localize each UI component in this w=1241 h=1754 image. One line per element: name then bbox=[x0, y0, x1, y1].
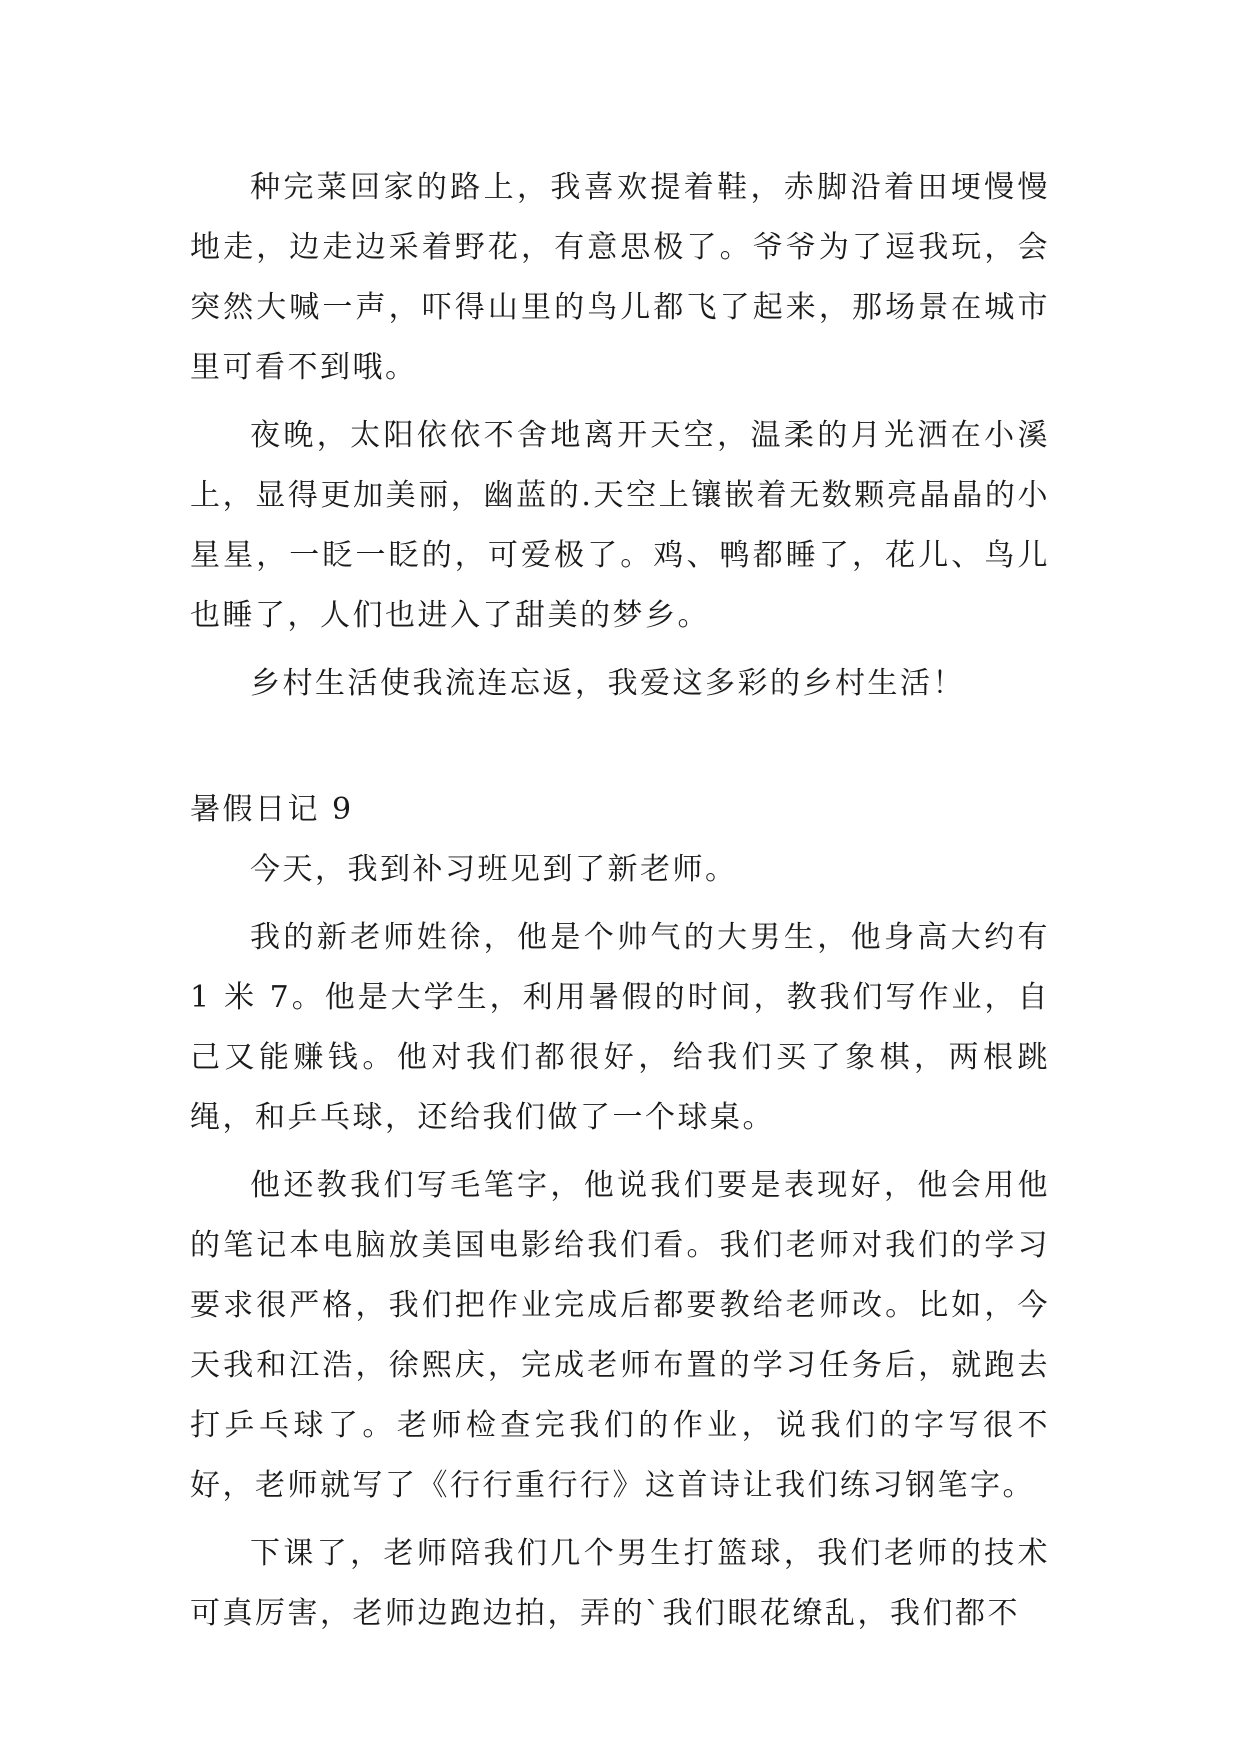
diary-entry-8-tail bbox=[190, 158, 1050, 714]
paragraph: 乡村生活使我流连忘返，我爱这多彩的乡村生活！ bbox=[250, 666, 965, 701]
paragraph: 下课了，老师陪我们几个男生打篮球，我们老师的技术可真厉害，老师边跑边拍，弄的`我们眼花缭乱，我们都不 bbox=[190, 1536, 1050, 1631]
paragraph: 夜晚，太阳依依不舍地离开天空，温柔的月光洒在小溪上，显得更加美丽，幽蓝的.天空上镶嵌着无数颗亮晶晶的小星星，一眨一眨的，可爱极了。鸡、鸭都睡了，花儿、鸟儿也睡了，人们也进入了甜美的梦乡。 bbox=[190, 418, 1050, 633]
paragraph: 今天，我到补习班见到了新老师。 bbox=[250, 852, 738, 887]
section-title: 暑假日记 9 bbox=[190, 792, 354, 827]
paragraph: 我的新老师姓徐，他是个帅气的大男生，他身高大约有 1 米 7。他是大学生，利用暑假的时间，教我们写作业，自己又能赚钱。他对我们都很好，给我们买了象棋，两根跳绳，和乒乓球，还给我们做了一个球桌。 bbox=[190, 920, 1050, 1135]
paragraph: 种完菜回家的路上，我喜欢提着鞋，赤脚沿着田埂慢慢地走，边走边采着野花，有意思极了。爷爷为了逗我玩，会突然大喊一声，吓得山里的鸟儿都飞了起来，那场景在城市里可看不到哦。 bbox=[190, 170, 1050, 385]
document-body bbox=[190, 158, 1050, 1652]
diary-entry-9 bbox=[190, 840, 1050, 1644]
paragraph: 他还教我们写毛笔字，他说我们要是表现好，他会用他的笔记本电脑放美国电影给我们看。我们老师对我们的学习要求很严格，我们把作业完成后都要教给老师改。比如，今天我和江浩，徐熙庆，完成老师布置的学习任务后，就跑去打乒乓球了。老师检查完我们的作业，说我们的字写很不好，老师就写了《行行重行行》这首诗让我们练习钢笔字。 bbox=[190, 1168, 1050, 1503]
